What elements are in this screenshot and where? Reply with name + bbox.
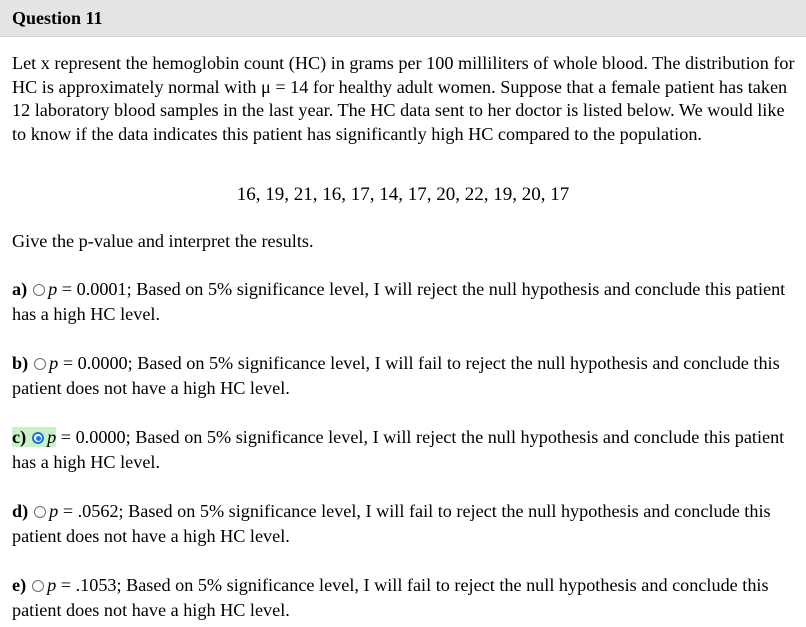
option-highlight [12,353,58,373]
option-e[interactable] [12,573,798,623]
option-text: = 0.0001; Based on 5% significance level, I will reject the null hypothesis and conclude this patient has a high HC level. [12,279,786,324]
option-radio-b[interactable] [34,358,46,370]
option-radio-d[interactable] [34,506,46,518]
question-title: Question 11 [12,8,103,28]
option-text: = 0.0000; Based on 5% significance level, I will reject the null hypothesis and conclude this patient has a high HC level. [12,427,785,472]
option-a[interactable] [12,277,798,327]
question-header [0,0,806,37]
p-symbol: p [47,575,57,595]
option-text: = .0562; Based on 5% significance level, I will fail to reject the null hypothesis and conclude this patient does not have a high HC level. [12,501,771,546]
option-text: = 0.0000; Based on 5% significance level, I will fail to reject the null hypothesis and conclude this patient does not have a high HC level. [12,353,780,398]
option-highlight [12,427,56,447]
option-letter: e) [12,575,27,595]
p-symbol: p [47,427,57,447]
option-radio-e[interactable] [32,580,44,592]
question-instruction: Give the p-value and interpret the results. [12,231,314,251]
option-highlight [12,279,57,299]
option-highlight [12,575,56,595]
option-text: = .1053; Based on 5% significance level, I will fail to reject the null hypothesis and conclude this patient does not have a high HC level. [12,575,769,620]
p-symbol: p [49,501,59,521]
option-letter: d) [12,501,29,521]
option-letter: a) [12,279,28,299]
option-radio-a[interactable] [33,284,45,296]
option-b[interactable] [12,351,798,401]
question-stem: Let x represent the hemoglobin count (HC) in grams per 100 milliliters of whole blood. The distribution for HC is approximately normal with μ = 14 for healthy adult women. Suppose that a female patient has taken 12 laboratory blood samples in the last year. The HC data sent to her doctor is listed below. We would like to know if the data indicates this patient has significantly high HC compared to the population. [12,53,795,144]
p-symbol: p [48,279,58,299]
option-letter: b) [12,353,29,373]
option-c[interactable] [12,425,798,475]
data-values: 16, 19, 21, 16, 17, 14, 17, 20, 22, 19, 20, 17 [236,184,570,205]
p-symbol: p [49,353,59,373]
option-highlight [12,501,58,521]
option-radio-c[interactable] [32,432,44,444]
option-letter: c) [12,427,27,447]
option-d[interactable] [12,499,798,549]
